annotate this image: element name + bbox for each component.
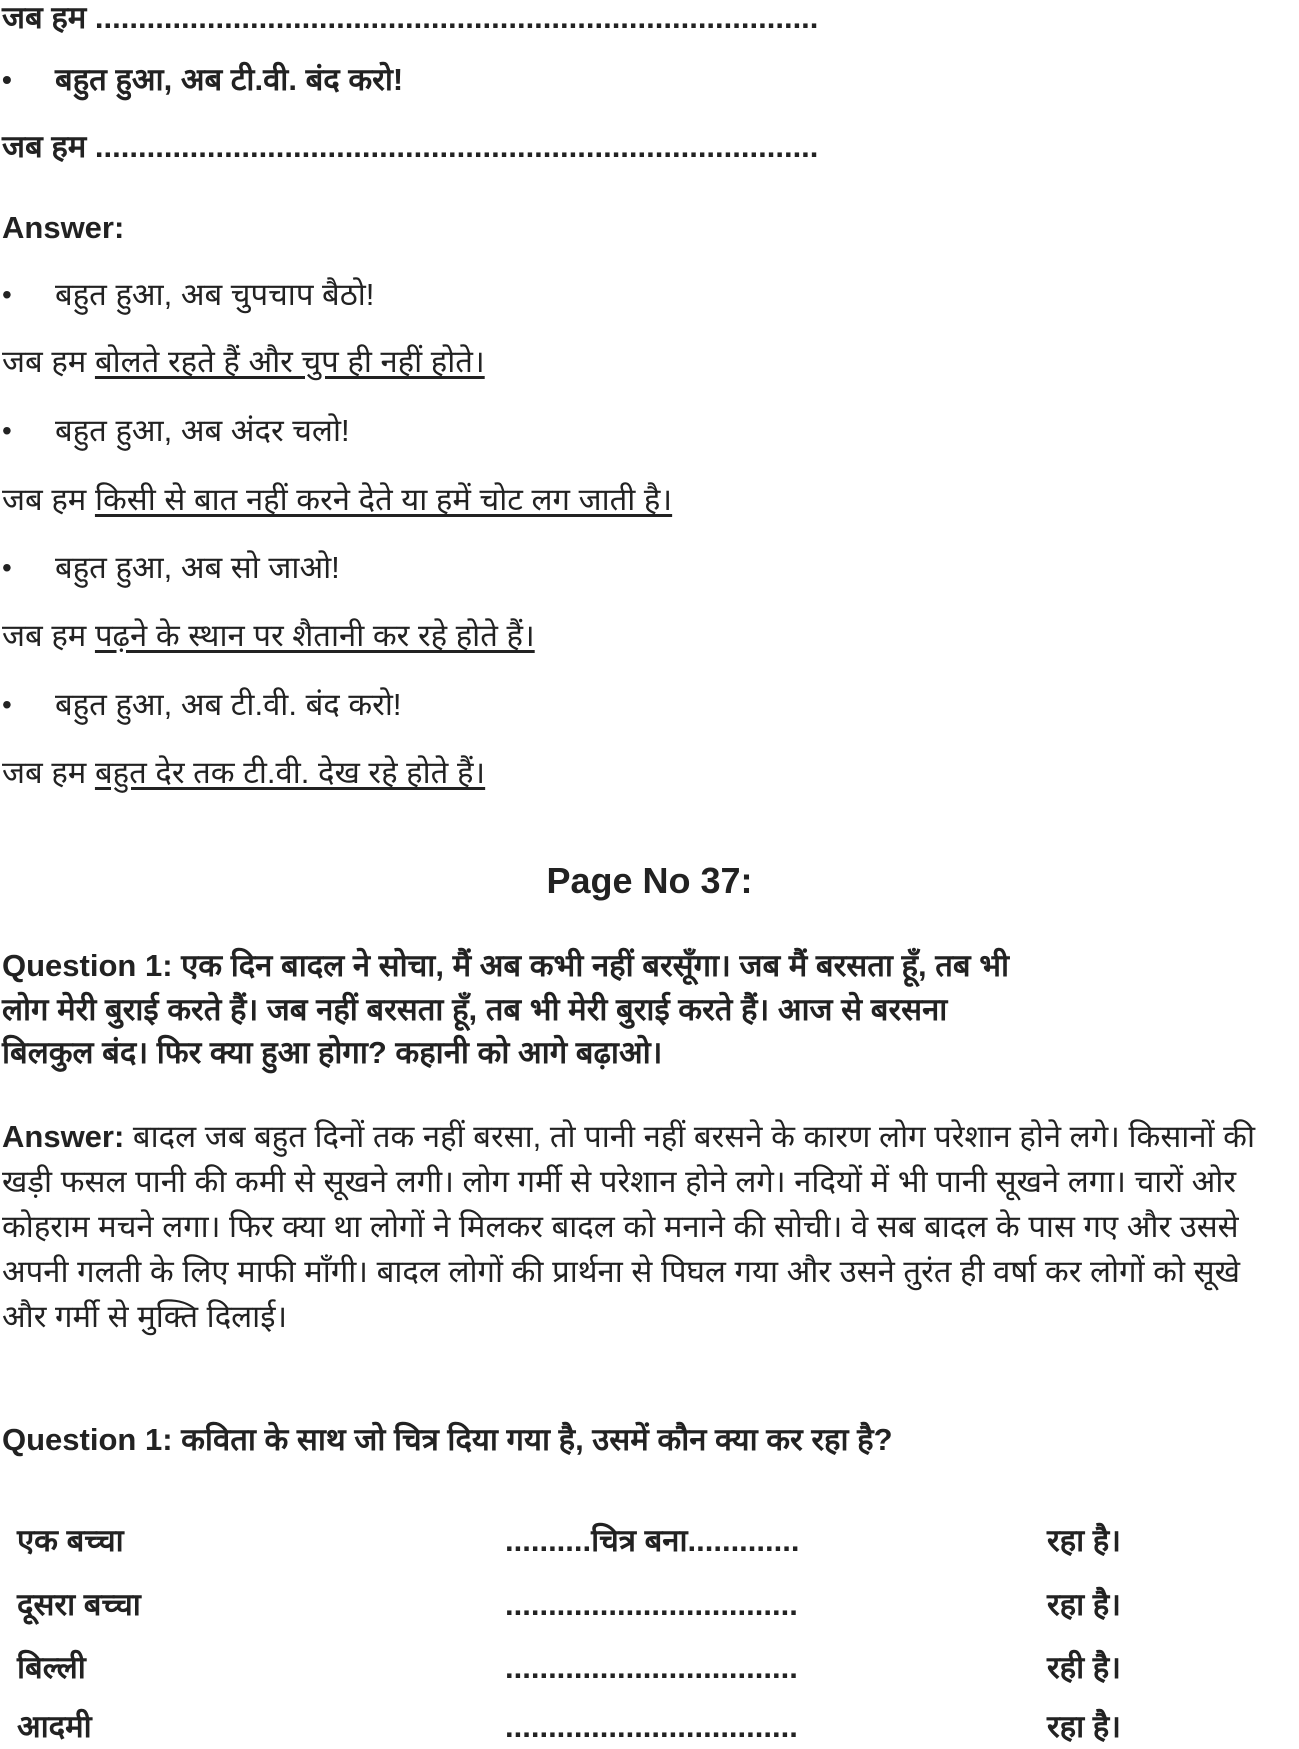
question-label: Question 1: bbox=[2, 1422, 173, 1457]
subject-cell: आदमी bbox=[17, 1709, 92, 1744]
answer-prefix: जब हम bbox=[2, 482, 95, 517]
question-line bbox=[2, 1422, 893, 1458]
subject-cell: एक बच्चा bbox=[17, 1523, 124, 1558]
subject-cell: बिल्ली bbox=[17, 1650, 86, 1685]
bullet-icon: • bbox=[2, 415, 12, 446]
question-text: लोग मेरी बुराई करते हैं। जब नहीं बरसता हूँ, तब भी मेरी बुराई करते हैं। आज से बरसना bbox=[2, 992, 948, 1027]
blank-cell: ..........चित्र बना............. bbox=[505, 1523, 800, 1558]
answer-line bbox=[2, 344, 485, 380]
verb-cell: रहा है। bbox=[1047, 1709, 1121, 1744]
blank-line: जब हम .................................................................................... bbox=[2, 0, 819, 35]
prompt-text: बहुत हुआ, अब टी.वी. बंद करो! bbox=[55, 687, 402, 722]
answer-prefix: जब हम bbox=[2, 344, 95, 379]
verb-cell: रहा है। bbox=[1047, 1587, 1121, 1622]
verb-cell: रही है। bbox=[1047, 1650, 1121, 1685]
blank-cell: .................................. bbox=[505, 1650, 798, 1685]
prompt-text: बहुत हुआ, अब अंदर चलो! bbox=[55, 413, 350, 448]
question-line bbox=[2, 948, 1009, 984]
verb-cell: रहा है। bbox=[1047, 1523, 1121, 1558]
bullet-icon: • bbox=[2, 552, 12, 583]
subject-cell: दूसरा बच्चा bbox=[17, 1587, 141, 1622]
prompt-text: बहुत हुआ, अब सो जाओ! bbox=[55, 550, 340, 585]
prompt-text: बहुत हुआ, अब चुपचाप बैठो! bbox=[55, 277, 375, 312]
answer-text: पढ़ने के स्थान पर शैतानी कर रहे होते हैं। bbox=[94, 618, 535, 653]
bullet-icon: • bbox=[2, 689, 12, 720]
page-title: Page No 37: bbox=[546, 860, 753, 901]
answer-prefix: जब हम bbox=[2, 618, 95, 653]
answer-text: किसी से बात नहीं करने देते या हमें चोट लग जाती है। bbox=[94, 482, 673, 517]
bullet-icon: • bbox=[2, 64, 12, 95]
question-text: एक दिन बादल ने सोचा, मैं अब कभी नहीं बरसूँगा। जब मैं बरसता हूँ, तब भी bbox=[172, 948, 1010, 983]
answer-prefix: जब हम bbox=[2, 755, 95, 790]
answer-paragraph bbox=[2, 1114, 1292, 1339]
answer-line bbox=[2, 618, 535, 654]
answer-line bbox=[2, 482, 672, 518]
blank-cell: .................................. bbox=[505, 1709, 798, 1744]
bullet-icon: • bbox=[2, 279, 12, 310]
answer-label: Answer: bbox=[2, 210, 125, 245]
prompt-text: बहुत हुआ, अब टी.वी. बंद करो! bbox=[55, 62, 404, 97]
question-text: कविता के साथ जो चित्र दिया गया है, उसमें कौन क्या कर रहा है? bbox=[172, 1422, 893, 1457]
blank-line: जब हम .................................................................................... bbox=[2, 129, 819, 164]
blank-cell: .................................. bbox=[505, 1587, 798, 1622]
answer-text: बोलते रहते हैं और चुप ही नहीं होते। bbox=[94, 344, 485, 379]
question-label: Question 1: bbox=[2, 948, 173, 983]
answer-text: बादल जब बहुत दिनों तक नहीं बरसा, तो पानी नहीं बरसने के कारण लोग परेशान होने लगे। किसानों की खड़ी फसल पानी की कमी से सूखने लगी। लोग गर्मी से परेशान होने लगे। नदियों में भी पानी सूखने लगा। चारों ओर कोहराम मचने लगा। फिर क्या था लोगों ने मिलकर बादल को मनाने की सोची। वे सब बादल के पास गए और उससे अपनी गलती के लिए माफी माँगी। बादल लोगों की प्रार्थना से पिघल गया और उसने तुरंत ही वर्षा कर लोगों को सूखे और गर्मी से मुक्ति दिलाई। bbox=[2, 1119, 1256, 1334]
answer-line bbox=[2, 755, 485, 791]
question-text: बिलकुल बंद। फिर क्या हुआ होगा? कहानी को आगे बढ़ाओ। bbox=[2, 1035, 663, 1070]
answer-label: Answer: bbox=[2, 1119, 125, 1154]
answer-text: बहुत देर तक टी.वी. देख रहे होते हैं। bbox=[94, 755, 486, 790]
